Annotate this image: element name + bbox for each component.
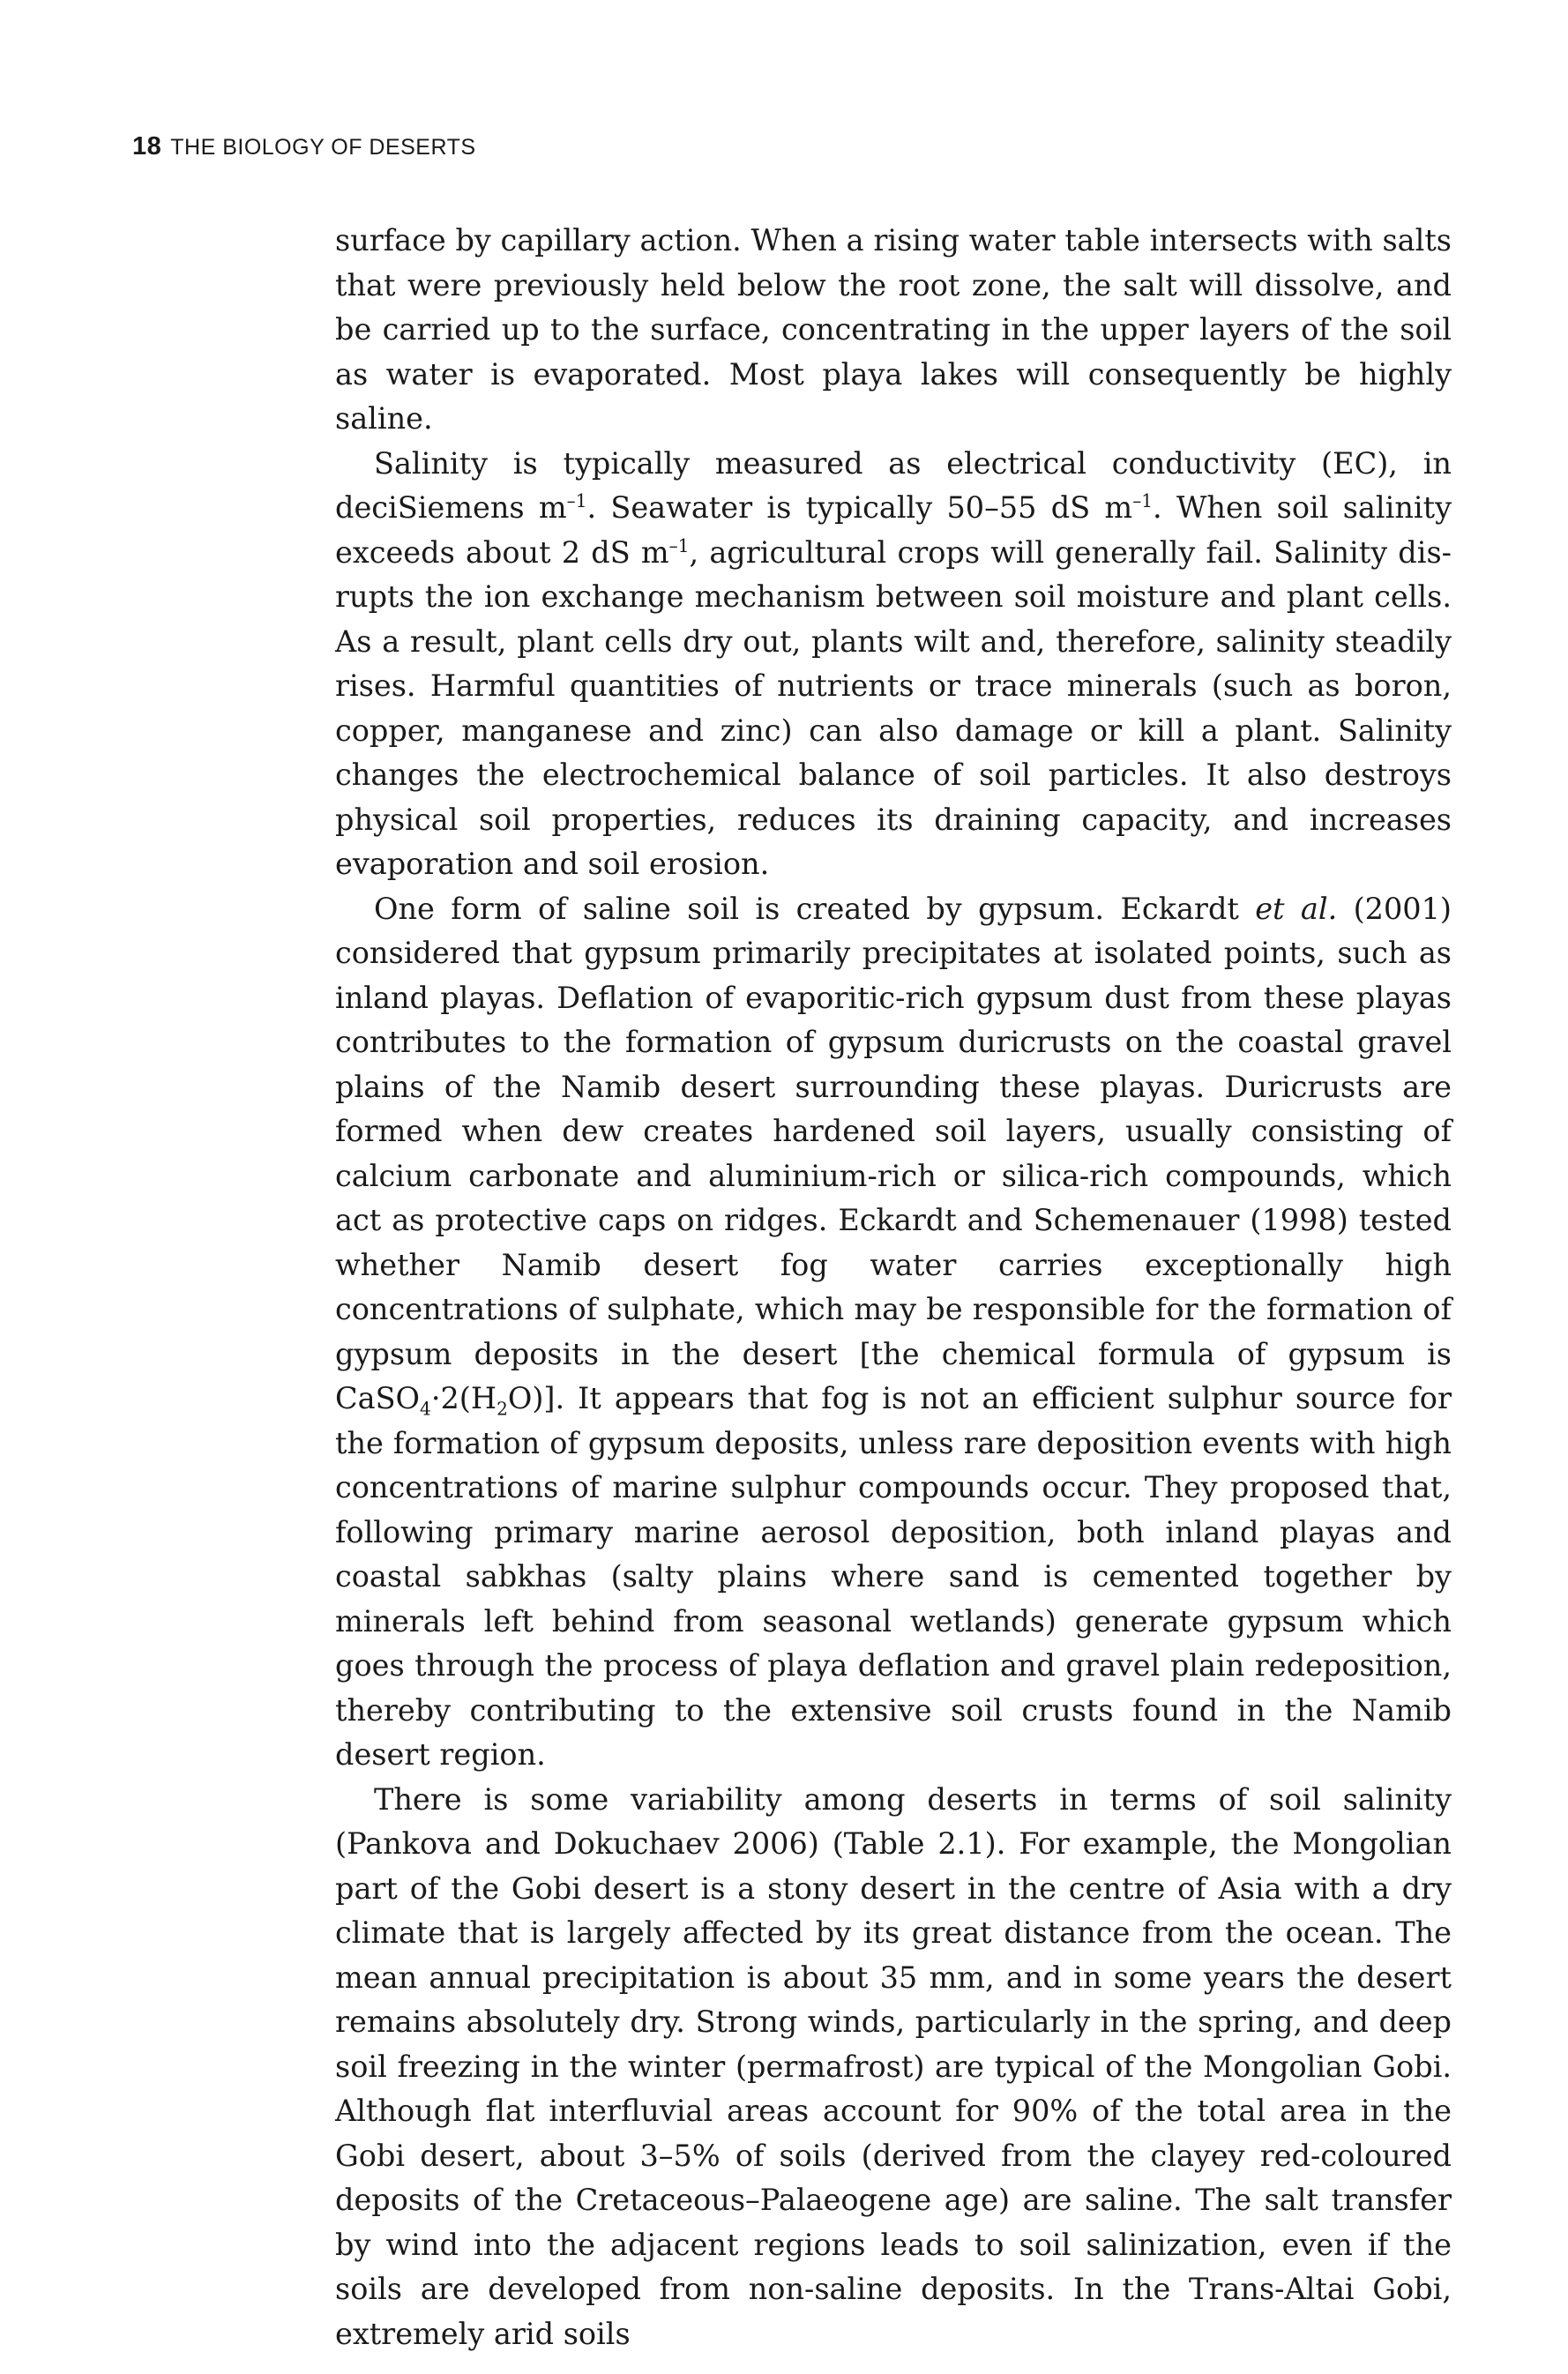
- running-title: THE BIOLOGY OF DESERTS: [170, 135, 476, 160]
- paragraph-1: surface by capillary action. When a rising water table intersects with salts that were previously held below the root zone, the salt will dissolve, and be carried up to the surface, concentrating in the upper layers of the soil as water is evaporated. Most playa lakes will consequently be highly saline.: [335, 223, 1452, 436]
- paragraph-2: Salinity is typically measured as electrical conductivity (EC), in deciSiemens $m^{-1}$. Seawater is typically 50–55 dS $m^{-1}$. When soil salinity exceeds about 2 dS $m^{-1}$, agricultural crops will generally fail. Salinity disrupts the ion exchange mechanism between soil moisture and plant cells. As a result, plant cells dry out, plants wilt and, therefore, salinity steadily rises. Harmful quantities of nutrients or trace minerals (such as boron, copper, manganese and zinc) can also damage or kill a plant. Salinity changes the electrochemical balance of soil particles. It also destroys physical soil properties, reduces its draining capacity, and increases evaporation and soil erosion.: [335, 445, 1452, 881]
- paragraph-4: There is some variability among deserts in terms of soil salinity (Pankova and Dokuchaev 2006) (Table 2.1). For example, the Mongolian part of the Gobi desert is a stony desert in the centre of Asia with a dry climate that is largely affected by its great distance from the ocean. The mean annual precipitation is about 35 mm, and in some years the desert remains absolutely dry. Strong winds, particularly in the spring, and deep soil freezing in the winter (permafrost) are typical of the Mongolian Gobi. Although flat interfluvial areas account for 90% of the total area in the Gobi desert, about 3–5% of soils (derived from the clayey red-coloured deposits of the Cretaceous–Palaeogene age) are saline. The salt transfer by wind into the adjacent regions leads to soil salinization, even if the soils are developed from non-saline deposits. In the Trans-Altai Gobi, extremely arid soils: [335, 1781, 1452, 2351]
- paragraph-3: One form of saline soil is created by gypsum. Eckardt et al. (2001) considered that gypsum primarily precipitates at isolated points, such as inland playas. Deflation of evaporitic-rich gypsum dust from these playas contributes to the formation of gypsum duricrusts on the coastal gravel plains of the Namib desert surrounding these playas. Duricrusts are formed when dew creates hardened soil layers, usually consisting of calcium carbonate and aluminium-rich or silica-rich compounds, which act as protective caps on ridges. Eckardt and Schemenauer (1998) tested whether Namib desert fog water carries exceptionally high concentrations of sulphate, which may be responsible for the formation of gypsum deposits in the desert [the chemical formula of gypsum is $CaSO_4\cdot 2(H_2O)$]. It appears that fog is not an efficient sulphur source for the formation of gypsum deposits, unless rare deposition events with high concentrations of marine sulphur compounds occur. They proposed that, following primary marine aerosol deposition, both inland playas and coastal sabkhas (salty plains where sand is cemented together by minerals left behind from seasonal wetlands) generate gypsum which goes through the process of playa deflation and gravel plain redeposition, thereby contributing to the extensive soil crusts found in the Namib desert region.: [335, 891, 1452, 1772]
- running-head: [132, 132, 476, 161]
- body-text: [335, 219, 1452, 2356]
- page-number: 18: [132, 132, 162, 161]
- et-al-citation: et al.: [1255, 891, 1338, 926]
